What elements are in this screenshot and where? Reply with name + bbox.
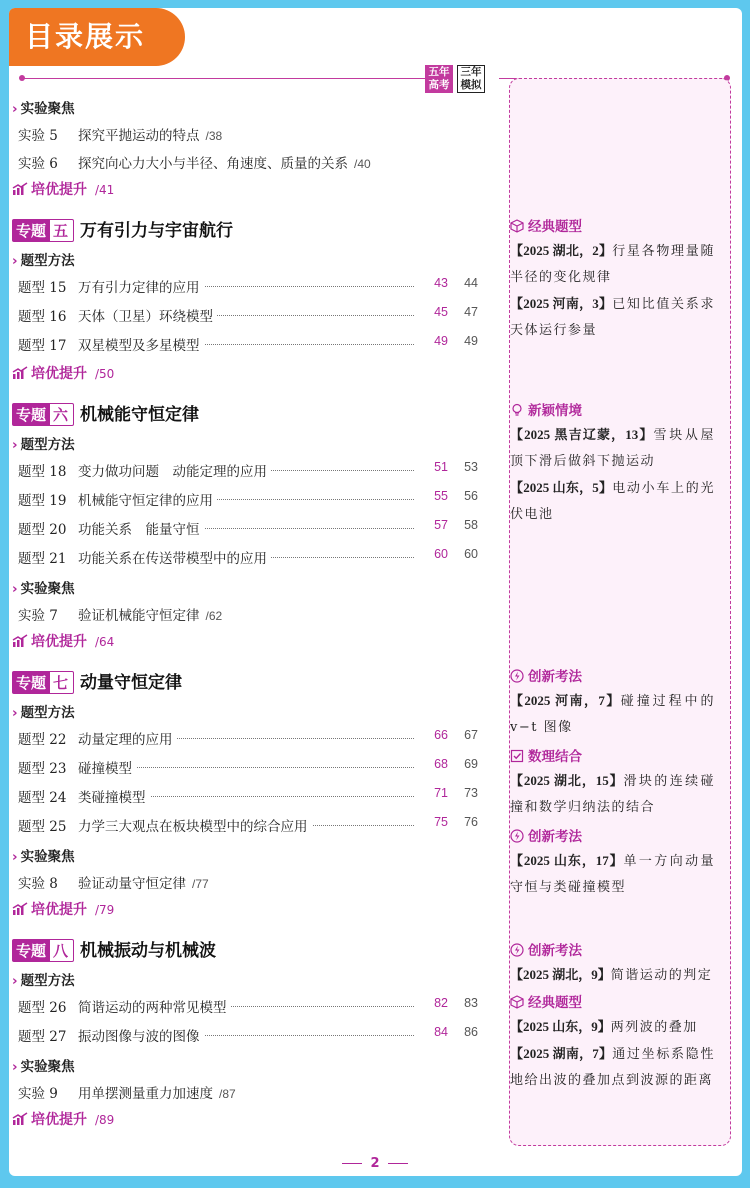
toc-entry[interactable]: 题型 19 机械能守恒定律的应用 55 56 [18,489,478,509]
toc-entry[interactable]: 题型 20 功能关系 能量守恒 57 58 [18,518,478,538]
toc-entry[interactable]: 题型 24 类碰撞模型 71 73 [18,786,478,806]
side-heading: 创新考法 [510,665,715,685]
divider [23,78,427,79]
toc-entry-peiyou[interactable]: 培优提升 /41 [12,179,114,199]
section-label: › 实验聚焦 [12,849,75,865]
chart-icon [12,366,28,380]
toc-entry-peiyou[interactable]: 培优提升 /64 [12,631,114,651]
toc-entry[interactable]: 题型 26 简谐运动的两种常见模型 82 83 [18,996,478,1016]
lightbulb-icon [510,403,524,417]
chart-icon [12,634,28,648]
section-label: › 实验聚焦 [12,1059,75,1075]
side-heading: 经典题型 [510,215,715,235]
side-heading: 创新考法 [510,825,715,845]
side-block-innovative: 创新考法 【2025 河南，7】碰撞过程中的 v−t 图像 数理结合 【2025 湖北，15】滑块的连续碰撞和数学归纳法的结合 创新考法 【2025 山东，17】单一方向动量守恒与类碰撞模型 [510,665,715,901]
logo-left: 五年 高考 [425,65,453,93]
brand-logo [425,65,489,95]
section-label: › 实验聚焦 [12,101,75,117]
toc-entry[interactable]: 实验 6 探究向心力大小与半径、角速度、质量的关系 /40 [18,156,371,172]
toc-entry[interactable]: 题型 17 双星模型及多星模型 49 49 [18,334,478,354]
bolt-icon [510,943,524,957]
toc-entry[interactable]: 实验 7 验证机械能守恒定律 /62 [18,608,223,624]
topic-heading[interactable]: 专题 五 万有引力与宇宙航行 [12,216,233,242]
toc-entry[interactable]: 题型 25 力学三大观点在板块模型中的综合应用 75 76 [18,815,478,835]
toc-entry[interactable]: 实验 9 用单摆测量重力加速度 /87 [18,1086,236,1102]
page-number: 2 [0,1156,750,1171]
topic-heading[interactable]: 专题 八 机械振动与机械波 [12,936,216,962]
logo-right: 三年 模拟 [457,65,485,93]
side-block-waves: 创新考法 【2025 湖北，9】简谐运动的判定 经典题型 【2025 山东，9】两列波的叠加 【2025 湖南，7】通过坐标系隐性地给出波的叠加点到波源的距离 [510,939,715,1094]
checkbox-icon [510,749,524,763]
side-block-classic: 经典题型 【2025 湖北，2】行星各物理量随半径的变化规律 【2025 河南，3】已知比值关系求天体运行参量 [510,215,715,344]
section-label: › 题型方法 [12,437,75,453]
toc-entry[interactable]: 实验 5 探究平抛运动的特点 /38 [18,128,223,144]
toc-entry[interactable]: 实验 8 验证动量守恒定律 /77 [18,876,209,892]
topic-heading[interactable]: 专题 六 机械能守恒定律 [12,400,199,426]
chart-icon [12,1112,28,1126]
side-heading: 经典题型 [510,991,715,1011]
side-heading: 创新考法 [510,939,715,959]
section-label: › 题型方法 [12,973,75,989]
toc-entry-peiyou[interactable]: 培优提升 /79 [12,899,114,919]
toc-entry[interactable]: 题型 16 天体（卫星）环绕模型 45 47 [18,305,478,325]
toc-entry[interactable]: 题型 22 动量定理的应用 66 67 [18,728,478,748]
toc-entry[interactable]: 题型 15 万有引力定律的应用 43 44 [18,276,478,296]
topic-heading[interactable]: 专题 七 动量守恒定律 [12,668,182,694]
side-block-novel: 新颖情境 【2025 黑吉辽蒙，13】雪块从屋顶下滑后做斜下抛运动 【2025 山东，5】电动小车上的光伏电池 [510,399,715,528]
toc-entry[interactable]: 题型 27 振动图像与波的图像 84 86 [18,1025,478,1045]
toc-entry-peiyou[interactable]: 培优提升 /50 [12,363,114,383]
toc-entry[interactable]: 题型 21 功能关系在传送带模型中的应用 60 60 [18,547,478,567]
section-label: › 题型方法 [12,253,75,269]
toc-entry-peiyou[interactable]: 培优提升 /89 [12,1109,114,1129]
section-label: › 实验聚焦 [12,581,75,597]
toc-entry[interactable]: 题型 23 碰撞模型 68 69 [18,757,478,777]
page-title: 目录展示 [9,8,185,66]
bolt-icon [510,669,524,683]
chart-icon [12,182,28,196]
side-heading: 数理结合 [510,745,715,765]
chart-icon [12,902,28,916]
section-label: › 题型方法 [12,705,75,721]
cube-icon [510,219,524,233]
bolt-icon [510,829,524,843]
cube-icon [510,995,524,1009]
toc-entry[interactable]: 题型 18 变力做功问题 动能定理的应用 51 53 [18,460,478,480]
side-heading: 新颖情境 [510,399,715,419]
